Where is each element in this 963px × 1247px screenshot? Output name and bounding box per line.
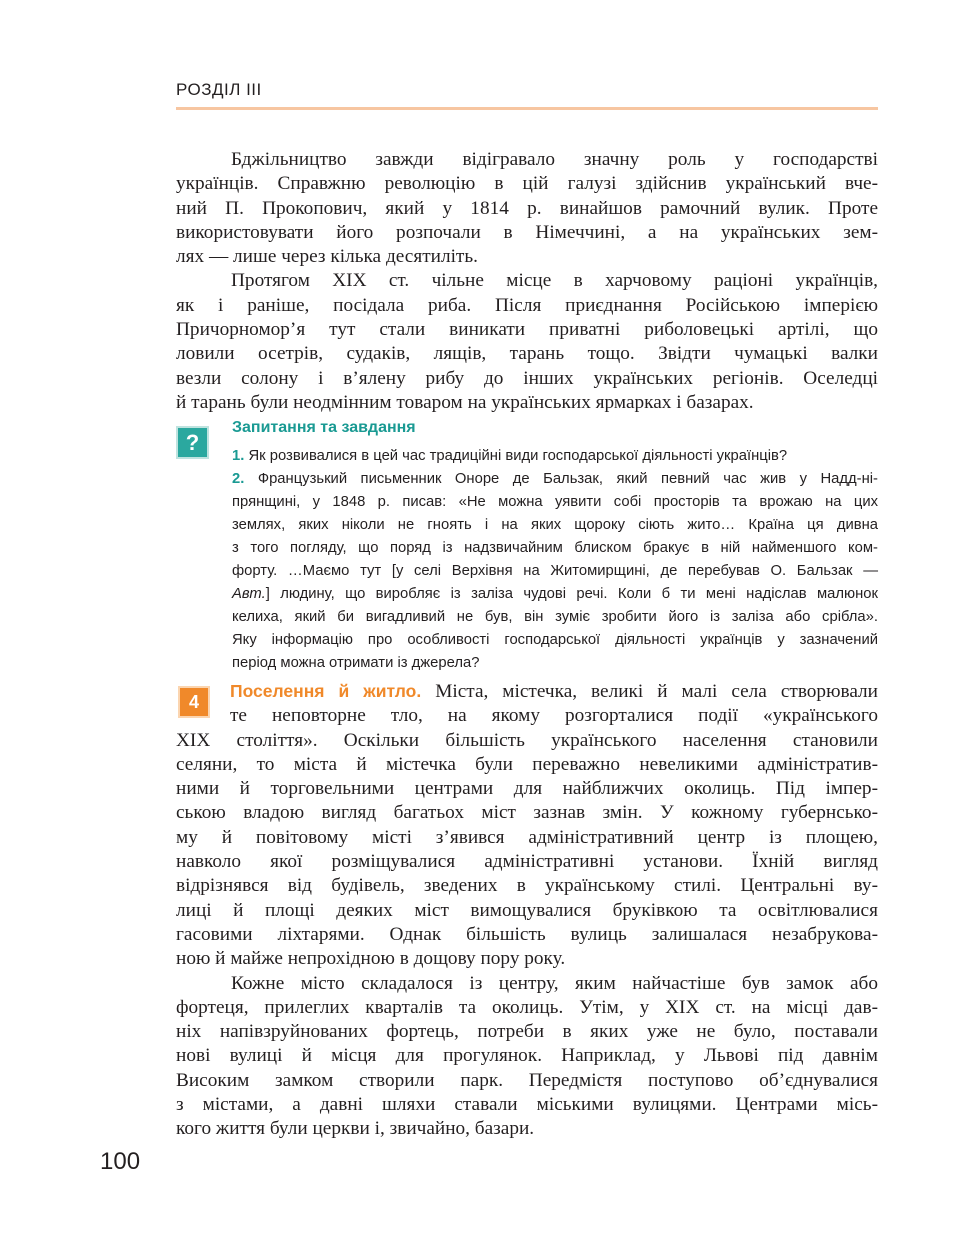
question-number: 2. — [232, 471, 245, 487]
paragraph-line: те неповторне тло, на якому розгорталися події «українського — [230, 705, 878, 727]
paragraph-line: Протягом XIX ст. чільне місце в харчовому раціоні українців, — [231, 270, 878, 292]
question-text: Французький письменник Оноре де Бальзак, який певний час жив у Надд-ні- — [257, 471, 878, 487]
question-2-line: келиха, який би вигадливий не був, він зуміє зробити його із заліза або срібла». — [232, 609, 878, 625]
question-text: ] людину, що виробляє із заліза чудові речі. Коли б ти мені надіслав малюнок — [265, 586, 878, 602]
paragraph-line: навколо якої розміщувалися адміністративні установи. Їхній вигляд — [176, 851, 878, 873]
question-text: Як розвивалися в цей час традиційні види господарської діяльності українців? — [248, 448, 788, 464]
paragraph-line: ніх напівзруйнованих фортець, потреби в яких уже не було, поставали — [176, 1021, 878, 1043]
paragraph-line: лиці й площі деяких міст вимощувалися бруківкою та освітлювалися — [176, 899, 878, 921]
paragraph-line: ною й майже непрохідною в дощову пору року. — [176, 948, 566, 970]
author-note: Авт. — [232, 586, 266, 602]
paragraph-line: з містами, а давні шляхи ставали міськими вулицями. Центрами місь- — [176, 1094, 878, 1116]
questions-list — [232, 445, 878, 675]
section-number-badge: 4 — [178, 686, 210, 718]
paragraph-line: ними й торговельними центрами для найближчих околиць. Під імпер- — [176, 778, 878, 800]
question-2-line: з того погляду, що поряд із надзвичайним блиском бракує в ній найменшого ком- — [232, 540, 878, 556]
paragraph-line: кого життя були церкви і, звичайно, базари. — [176, 1118, 535, 1140]
paragraph-line: Бджільництво завжди відігравало значну роль у господарстві — [231, 149, 878, 170]
question-2-line: землях, яких ніколи не гноять і на яких щороку сіють жито… Країна ця дивна — [232, 517, 878, 533]
paragraph-line: му й повітовому місті з’явився адміністративний центр із площею, — [176, 826, 878, 848]
question-2-line: прянщині, у 1848 р. писав: «Не можна уявити собі просторів та врожаю на цих — [232, 494, 878, 510]
question-2-line — [232, 583, 878, 606]
paragraph-line: лях — лише через кілька десятиліть. — [176, 246, 478, 268]
paragraph-line: й тарань були неодмінним товаром на українських ярмарках і базарах. — [176, 391, 754, 413]
paragraph-line: селяни, то міста й містечка були переважно невеликими адміністратив- — [176, 753, 878, 775]
section-heading: Поселення й житло. — [230, 681, 422, 701]
paragraph-text: Міста, містечка, великі й малі села створювали — [435, 681, 878, 702]
paragraph-line: ний П. Прокопович, який у 1814 р. винайшов рамочний вулик. Проте — [176, 197, 878, 219]
header-divider — [176, 107, 878, 110]
paragraph-line: Високим замком створили парк. Передмістя поступово об’єднувалися — [176, 1069, 878, 1091]
paragraph-line: нові вулиці й місця для прогулянок. Наприклад, у Львові під давнім — [176, 1045, 878, 1067]
section-first-line — [176, 679, 878, 704]
intro-paragraphs — [176, 148, 878, 415]
questions-title: Запитання та завдання — [232, 419, 416, 436]
paragraph-line: Причорномор’я тут стали виникати приватні риболовецькі артілі, що — [176, 319, 878, 341]
question-2-line — [232, 468, 878, 491]
question-2-line: період можна отримати із джерела? — [232, 655, 480, 671]
question-mark-icon: ? — [176, 426, 209, 459]
paragraph-line: гасовими ліхтарями. Однак більшість вулиць залишалася незабрукова- — [176, 923, 878, 945]
question-1 — [232, 445, 878, 468]
paragraph-line: українців. Справжню революцію в цій галузі здійснив український вче- — [176, 173, 878, 195]
question-number: 1. — [232, 448, 245, 464]
section-header: РОЗДІЛ III — [176, 80, 262, 99]
page-number: 100 — [100, 1148, 141, 1175]
paragraph-line: використовувати його розпочали в Німеччині, а на українських зем- — [176, 221, 878, 243]
paragraph-line: ською владою вигляд багатьох міст зазнав змін. У кожному губернсько- — [176, 802, 878, 824]
section-4-text — [176, 679, 878, 1142]
paragraph-line: XIX століття». Оскільки більшість українського населення становили — [176, 729, 878, 751]
question-2-line: форту. …Маємо тут [у селі Верхівня на Житомирщині, де перебував О. Бальзак — — [232, 563, 878, 579]
paragraph-line: везли солону і в’ялену рибу до інших українських регіонів. Оселедці — [176, 367, 878, 389]
paragraph-line: фортеця, прилеглих кварталів та околиць. Утім, у XIX ст. на місці дав- — [176, 996, 878, 1018]
paragraph-line: ловили осетрів, судаків, лящів, тарань тощо. Звідти чумацькі валки — [176, 343, 878, 365]
paragraph-line: як і раніше, посідала риба. Після приєднання Російською імперією — [176, 294, 878, 316]
question-2-line: Яку інформацію про особливості господарської діяльності українців у зазначений — [232, 632, 878, 648]
paragraph-line: Кожне місто складалося із центру, яким найчастіше був замок або — [231, 972, 878, 994]
paragraph-line: відрізнявся від будівель, зведених в українському стилі. Центральні ву- — [176, 875, 878, 897]
